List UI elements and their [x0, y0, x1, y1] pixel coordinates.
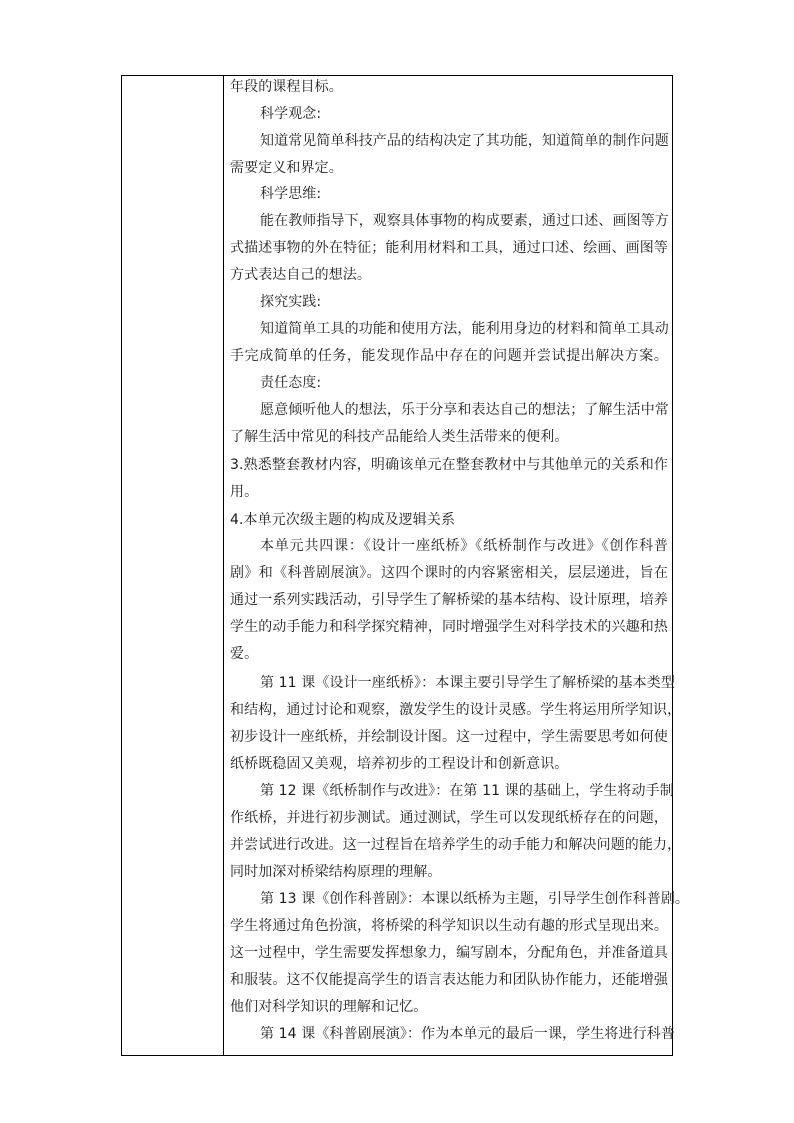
content-cell [224, 76, 690, 1055]
text-line: 用。 [230, 484, 259, 500]
section-heading: 探究实践: [260, 294, 322, 310]
section-heading: 科学思维: [260, 186, 322, 202]
numbered-item: 4.本单元次级主题的构成及逻辑关系 [230, 512, 456, 528]
text-line: 学生的动手能力和科学探究精神，同时增强学生对科学技术的兴趣和热 [230, 619, 668, 635]
text-line: 学生将通过角色扮演，将桥梁的科学知识以生动有趣的形式呈现出来。 [230, 918, 668, 934]
left-column-cell [122, 76, 224, 1055]
text-line: 手完成简单的任务，能发现作品中存在的问题并尝试提出解决方案。 [230, 348, 668, 364]
text-line: 了解生活中常见的科技产品能给人类生活带来的便利。 [230, 429, 569, 445]
section-heading: 责任态度: [260, 375, 322, 391]
text-line: 初步设计一座纸桥，并绘制设计图。这一过程中，学生需要思考如何使 [230, 729, 668, 745]
text-line: 爱。 [230, 646, 259, 662]
text-line: 和服装。这不仅能提高学生的语言表达能力和团队协作能力，还能增强 [230, 972, 668, 988]
text-line: 年段的课程目标。 [230, 79, 343, 95]
text-line: 知道常见简单科技产品的结构决定了其功能，知道简单的制作问题 [260, 133, 669, 149]
text-line: 剧》和《科普剧展演》。这四个课时的内容紧密相关，层层递进，旨在 [230, 565, 668, 581]
text-line: 第 14 课《科普剧展演》：作为本单元的最后一课，学生将进行科普 [260, 1026, 675, 1042]
numbered-item: 3.熟悉整套教材内容，明确该单元在整套教材中与其他单元的关系和作 [230, 457, 668, 473]
document-table [121, 75, 690, 1056]
text-line: 第 13 课《创作科普剧》：本课以纸桥为主题，引导学生创作科普剧。 [260, 891, 690, 907]
text-line: 和结构，通过讨论和观察，激发学生的设计灵感。学生将运用所学知识， [230, 702, 682, 718]
text-line: 他们对科学知识的理解和记忆。 [230, 999, 428, 1015]
text-line: 第 12 课《纸桥制作与改进》：在第 11 课的基础上，学生将动手制 [260, 783, 674, 799]
text-line: 需要定义和界定。 [230, 160, 343, 176]
text-line: 通过一系列实践活动，引导学生了解桥梁的基本结构、设计原理，培养 [230, 592, 668, 608]
text-line: 同时加深对桥梁结构原理的理解。 [230, 864, 442, 880]
text-line: 式描述事物的外在特征；能利用材料和工具，通过口述、绘画、画图等 [230, 240, 668, 256]
text-line: 方式表达自己的想法。 [230, 267, 371, 283]
text-line: 作纸桥，并进行初步测试。通过测试，学生可以发现纸桥存在的问题， [230, 810, 668, 826]
text-line: 纸桥既稳固又美观，培养初步的工程设计和创新意识。 [230, 756, 569, 772]
text-line: 第 11 课《设计一座纸桥》：本课主要引导学生了解桥梁的基本类型 [260, 675, 675, 691]
text-line: 能在教师指导下，观察具体事物的构成要素，通过口述、画图等方 [260, 213, 669, 229]
text-line: 这一过程中，学生需要发挥想象力，编写剧本，分配角色，并准备道具 [230, 945, 668, 961]
text-line: 并尝试进行改进。这一过程旨在培养学生的动手能力和解决问题的能力， [230, 837, 682, 853]
text-line: 本单元共四课：《设计一座纸桥》《纸桥制作与改进》《创作科普 [260, 538, 668, 554]
text-line: 愿意倾听他人的想法，乐于分享和表达自己的想法；了解生活中常 [260, 402, 669, 418]
text-line: 知道简单工具的功能和使用方法，能利用身边的材料和简单工具动 [260, 321, 669, 337]
section-heading: 科学观念: [260, 106, 322, 122]
